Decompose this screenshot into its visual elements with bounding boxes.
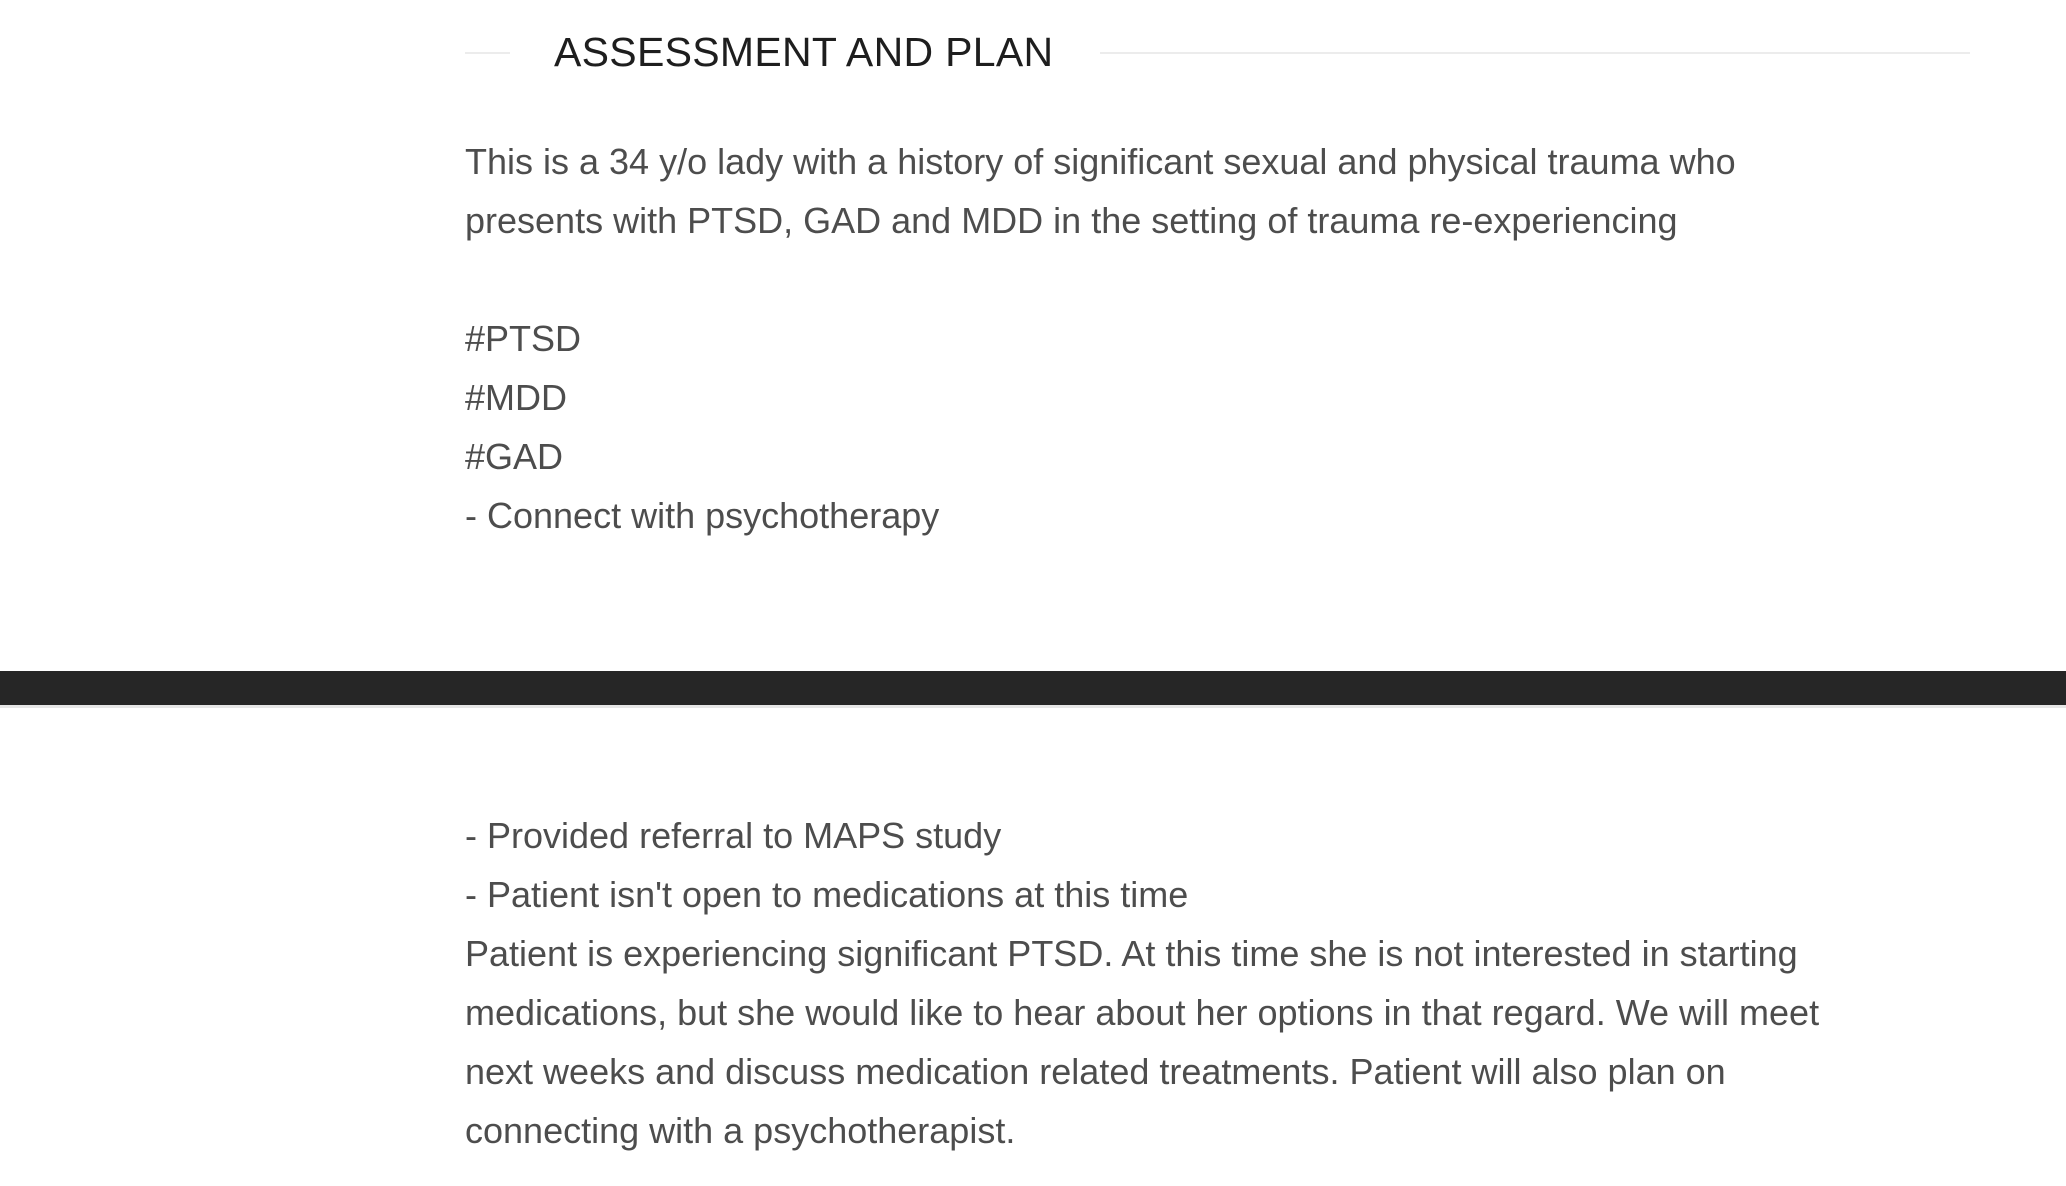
plan-item: - Provided referral to MAPS study: [465, 815, 1002, 856]
problem-item-ptsd: #PTSD: [465, 318, 582, 359]
section-header: [465, 22, 1970, 82]
assessment-summary-line: presents with PTSD, GAD and MDD in the setting of trauma re-experiencing: [465, 200, 1678, 241]
narrative-line: next weeks and discuss medication related treatments. Patient will also plan on: [465, 1051, 1726, 1092]
assessment-text-block[interactable]: [465, 132, 1975, 545]
narrative-line: Patient is experiencing significant PTSD. At this time she is not interested in starting: [465, 933, 1798, 974]
problem-item-mdd: #MDD: [465, 377, 568, 418]
assessment-summary-line: This is a 34 y/o lady with a history of significant sexual and physical trauma who: [465, 141, 1736, 182]
section-title: ASSESSMENT AND PLAN: [554, 29, 1054, 75]
page-break-divider: [0, 671, 2066, 705]
page-break-shadow: [0, 705, 2066, 708]
plan-item: - Connect with psychotherapy: [465, 495, 940, 536]
narrative-line: medications, but she would like to hear about her options in that regard. We will meet: [465, 992, 1820, 1033]
plan-item: - Patient isn't open to medications at this time: [465, 874, 1189, 915]
header-rule-right: [1100, 52, 1970, 54]
problem-item-gad: #GAD: [465, 436, 564, 477]
header-rule-left: [465, 52, 510, 54]
blank-line: [465, 250, 1975, 309]
plan-text-block[interactable]: [465, 806, 1975, 1160]
narrative-line: connecting with a psychotherapist.: [465, 1110, 1016, 1151]
